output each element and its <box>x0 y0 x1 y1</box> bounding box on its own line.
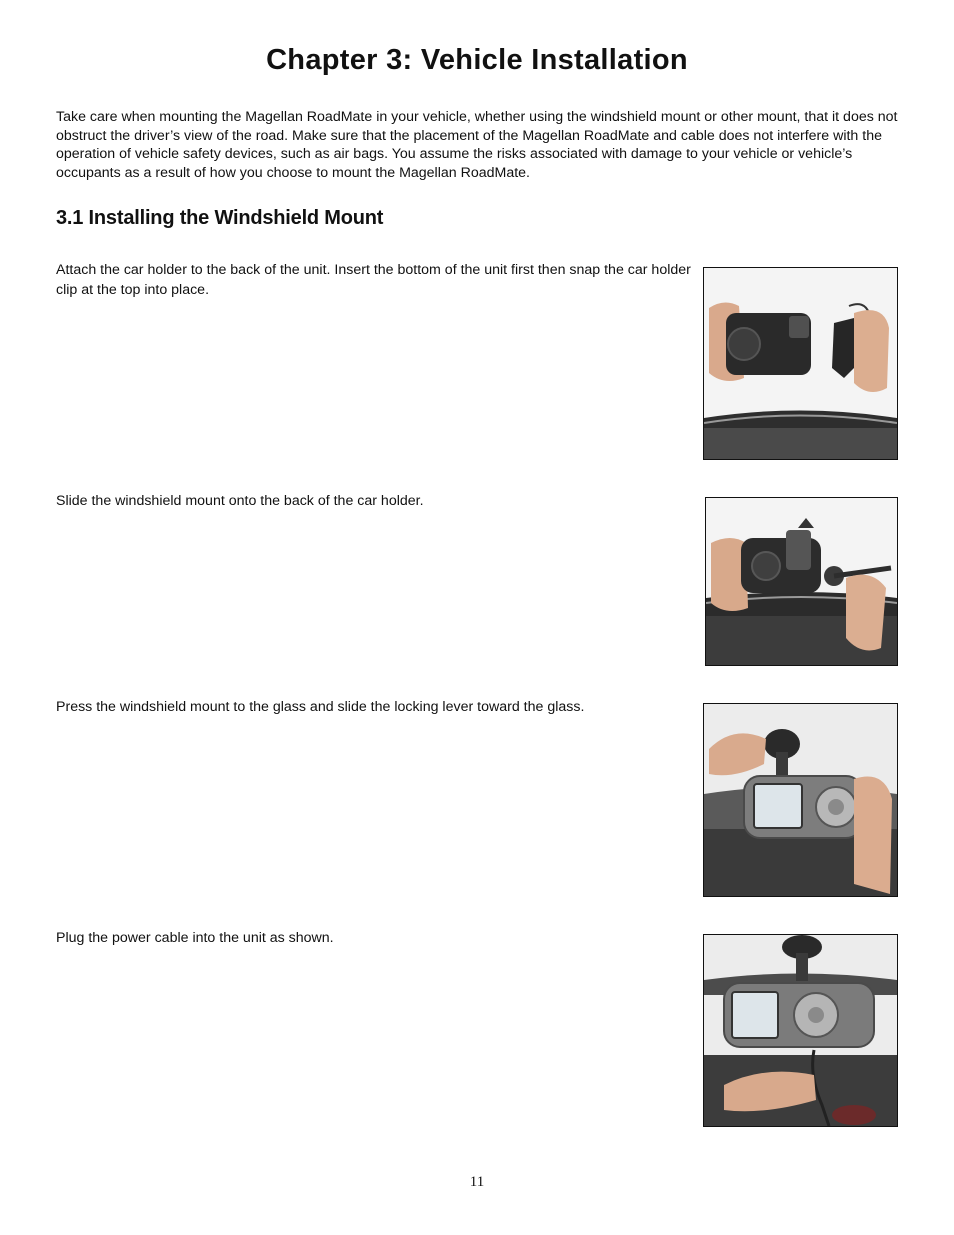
page-number: 11 <box>469 1174 485 1190</box>
section-heading: 3.1 Installing the Windshield Mount <box>56 207 384 229</box>
step-4-text: Plug the power cable into the unit as shown. <box>56 930 334 946</box>
chapter-title: Chapter 3: Vehicle Installation <box>266 44 688 76</box>
intro-paragraph: Take care when mounting the Magellan RoadMate in your vehicle, whether using the windshield mount or other mount, that it does not obstruct the driver’s view of the road. Make sure that the placement of the Magellan RoadMate and cable does not interfere with the operation of vehicle safety devices, such as air bags. You assume the risks associated with damage to your vehicle or vehicle’s occupants as a result of how you choose to mount the Magellan RoadMate. <box>56 109 898 181</box>
step-3-photo <box>703 703 898 897</box>
step-1-photo <box>703 267 898 460</box>
step-2-text: Slide the windshield mount onto the back of the car holder. <box>56 493 424 509</box>
step-3-text: Press the windshield mount to the glass and slide the locking lever toward the glass. <box>56 699 585 715</box>
step-4-photo <box>703 934 898 1127</box>
step-1-text: Attach the car holder to the back of the unit. Insert the bottom of the unit first then snap the car holder clip at the top into place. <box>56 262 691 298</box>
step-2-photo <box>705 497 898 666</box>
